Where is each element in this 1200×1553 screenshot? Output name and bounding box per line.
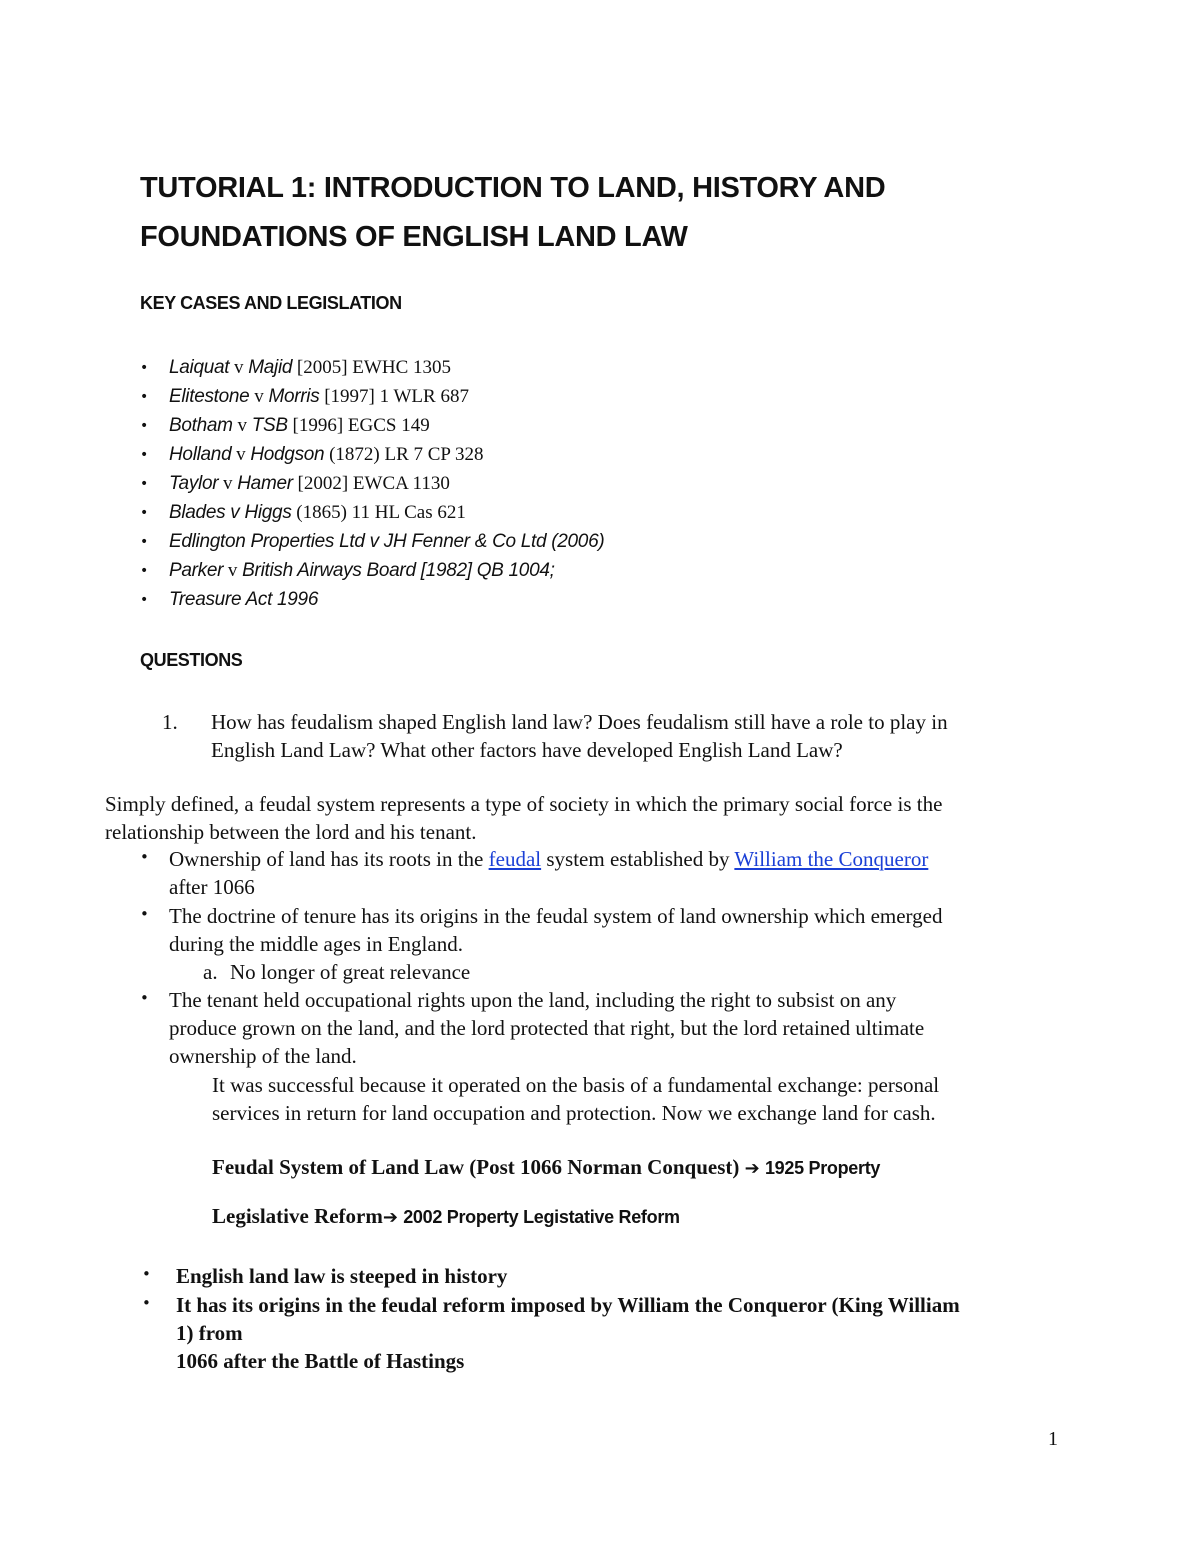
- case-text: [169, 500, 466, 526]
- case-versus: v: [223, 560, 243, 581]
- arrow-right-icon: ➔: [382, 1207, 398, 1228]
- bullet-marker: •: [140, 418, 149, 434]
- question-1-line-1: How has feudalism shaped English land law? Does feudalism still have a role to play in: [211, 710, 948, 734]
- bold-bullet-1: English land law is steeped in history: [176, 1264, 508, 1288]
- case-party-a: Botham: [169, 415, 233, 436]
- indented-line-2: services in return for land occupation and protection. Now we exchange land for cash.: [212, 1101, 936, 1125]
- case-citation: [2005] EWHC 1305: [292, 357, 451, 378]
- case-citation: [1996] EGCS 149: [287, 415, 430, 436]
- intro-line-2: relationship between the lord and his tenant.: [105, 820, 477, 844]
- answer-bullet-1-text: Ownership of land has its roots in the: [169, 847, 489, 871]
- answer-bullet-1-line-1: [169, 845, 928, 873]
- case-versus: v: [232, 415, 252, 436]
- bold-bullet-2-line-2: 1) from: [176, 1321, 243, 1345]
- bullet-marker: •: [140, 989, 149, 1007]
- case-versus: v: [231, 444, 251, 465]
- bullet-marker: •: [140, 360, 149, 376]
- case-versus: v: [218, 473, 238, 494]
- case-citation: (1865) 11 HL Cas 621: [291, 502, 466, 523]
- case-citation: (1872) LR 7 CP 328: [324, 444, 484, 465]
- case-text: [169, 587, 318, 613]
- bold-bullet-2-line-1: It has its origins in the feudal reform imposed by William the Conqueror (King William: [176, 1293, 960, 1317]
- answer-bullet-2-line-2: during the middle ages in England.: [169, 932, 463, 956]
- bullet-marker: •: [140, 563, 149, 579]
- feudal-link[interactable]: feudal: [488, 847, 542, 871]
- case-text: [169, 355, 451, 381]
- case-text: [169, 529, 604, 555]
- intro-line-1: Simply defined, a feudal system represents a type of society in which the primary social force is the: [105, 792, 943, 816]
- document-title-line-1: TUTORIAL 1: INTRODUCTION TO LAND, HISTORY AND: [140, 172, 886, 204]
- bullet-marker: •: [140, 905, 149, 923]
- case-party-a: Treasure Act 1996: [169, 589, 319, 610]
- answer-bullet-2-sub-text: No longer of great relevance: [230, 960, 471, 984]
- case-versus: v: [229, 357, 249, 378]
- indented-line-1: It was successful because it operated on the basis of a fundamental exchange: personal: [212, 1073, 940, 1097]
- case-party-b: Majid: [248, 357, 293, 378]
- case-text: [169, 413, 430, 439]
- timeline-2002: 2002 Property Legistative Reform: [403, 1207, 680, 1227]
- answer-bullet-2-sub-letter: a.: [203, 960, 218, 984]
- timeline-legislative-reform: Legislative Reform: [212, 1204, 383, 1228]
- case-party-b: TSB: [251, 415, 288, 436]
- bullet-marker: •: [140, 848, 149, 866]
- question-1-number: 1.: [162, 710, 178, 734]
- timeline-line-1: [212, 1153, 880, 1183]
- case-text: [169, 384, 469, 410]
- bullet-marker: •: [140, 476, 149, 492]
- bold-bullet-2-line-3: 1066 after the Battle of Hastings: [176, 1349, 465, 1373]
- answer-bullet-2-line-1: The doctrine of tenure has its origins in the feudal system of land ownership which emerged: [169, 904, 943, 928]
- timeline-1925: 1925 Property: [764, 1158, 881, 1178]
- answer-bullet-3-line-2: produce grown on the land, and the lord protected that right, but the lord retained ultimate: [169, 1016, 925, 1040]
- case-party-b: Morris: [268, 386, 320, 407]
- case-party-b: British Airways Board [1982] QB 1004;: [242, 560, 555, 581]
- arrow-right-icon: ➔: [744, 1158, 760, 1179]
- case-text: [169, 442, 484, 468]
- bullet-marker: •: [140, 505, 149, 521]
- page-number: 1: [1048, 1428, 1058, 1450]
- bullet-marker: •: [140, 389, 149, 405]
- document-title-line-2: FOUNDATIONS OF ENGLISH LAND LAW: [140, 221, 688, 253]
- bullet-marker: •: [140, 447, 149, 463]
- case-party-a: Edlington Properties Ltd v JH Fenner & Co Ltd (2006): [169, 531, 605, 552]
- william-the-conqueror-link[interactable]: William the Conqueror: [734, 847, 929, 871]
- bullet-marker: •: [140, 534, 149, 550]
- bullet-marker: •: [142, 1294, 151, 1312]
- timeline-feudal: Feudal System of Land Law (Post 1066 Norman Conquest): [212, 1155, 740, 1179]
- key-cases-heading: KEY CASES AND LEGISLATION: [140, 293, 402, 313]
- case-party-a: Laiquat: [169, 357, 230, 378]
- case-citation: [1997] 1 WLR 687: [319, 386, 469, 407]
- case-party-b: Hamer: [237, 473, 293, 494]
- case-text: [169, 558, 555, 584]
- case-party-a: Parker: [169, 560, 224, 581]
- case-versus: v: [249, 386, 269, 407]
- case-party-b: Hodgson: [250, 444, 325, 465]
- case-party-a: Elitestone: [169, 386, 250, 407]
- bullet-marker: •: [142, 1265, 151, 1283]
- question-1-line-2: English Land Law? What other factors have developed English Land Law?: [211, 738, 843, 762]
- bullet-marker: •: [140, 592, 149, 608]
- answer-bullet-1-text-mid: system established by: [541, 847, 735, 871]
- answer-bullet-1-line-2: after 1066: [169, 875, 255, 899]
- case-party-a: Holland: [169, 444, 232, 465]
- case-citation: [2002] EWCA 1130: [292, 473, 450, 494]
- questions-heading: QUESTIONS: [140, 650, 243, 670]
- answer-bullet-3-line-3: ownership of the land.: [169, 1044, 357, 1068]
- case-text: [169, 471, 450, 497]
- answer-bullet-3-line-1: The tenant held occupational rights upon the land, including the right to subsist on any: [169, 988, 897, 1012]
- timeline-line-2: [212, 1202, 680, 1232]
- case-party-a: Blades v Higgs: [169, 502, 292, 523]
- case-party-a: Taylor: [169, 473, 219, 494]
